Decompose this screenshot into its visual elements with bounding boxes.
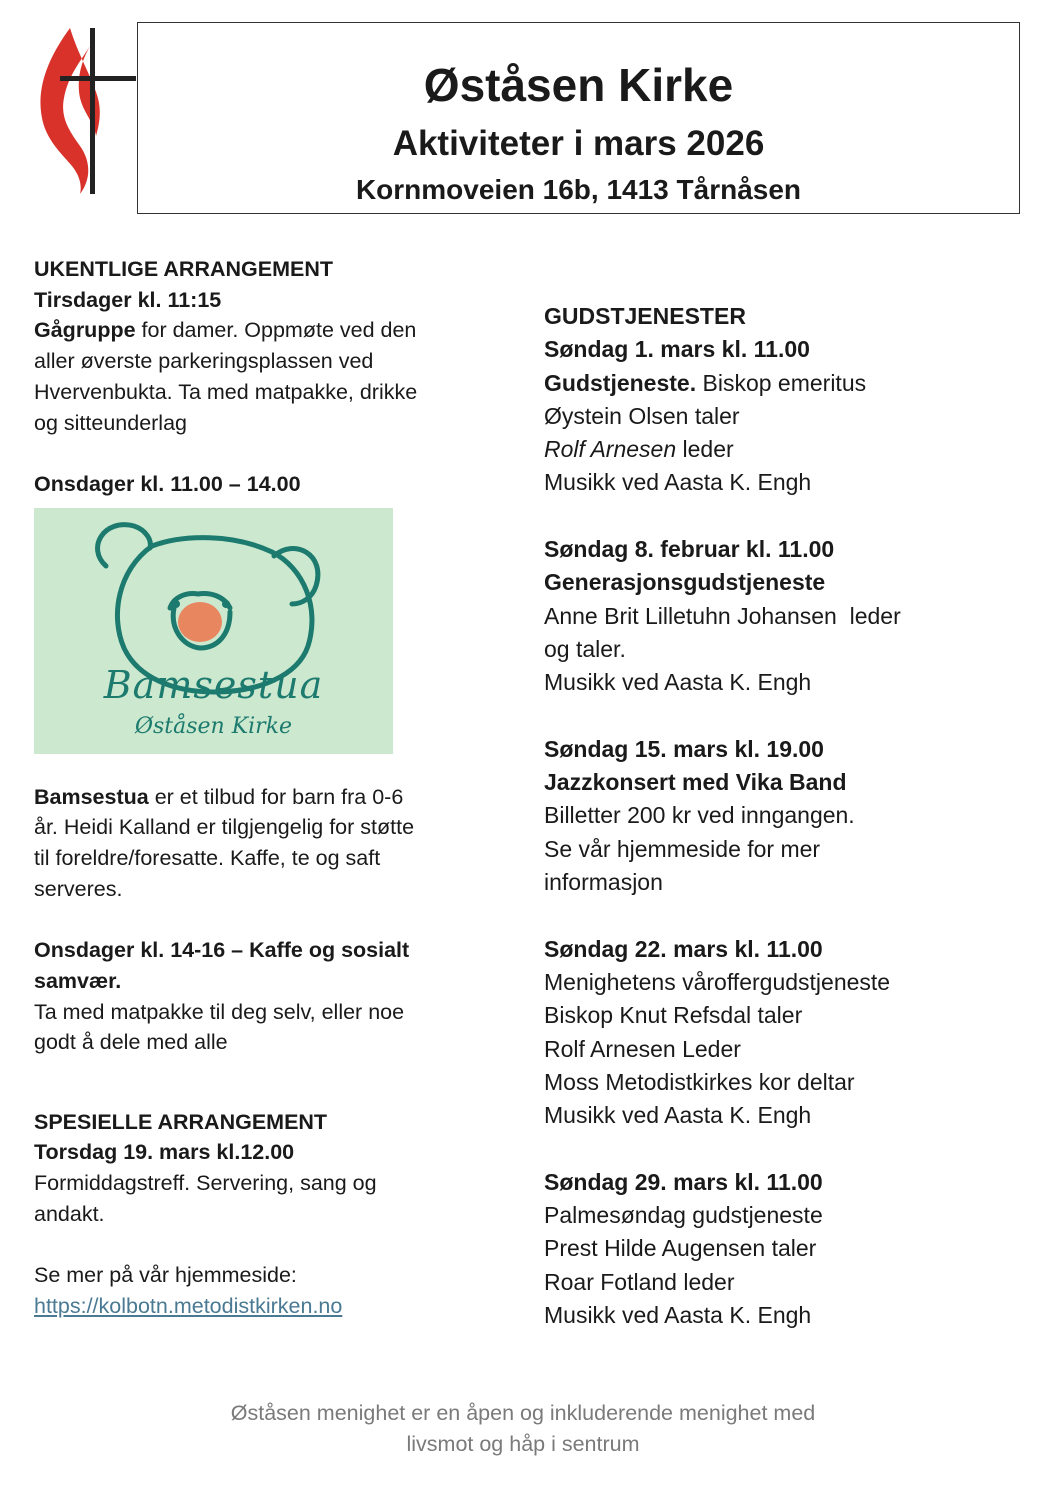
service-1-leader-role: leder	[676, 436, 734, 463]
special-heading: SPESIELLE ARRANGEMENT	[34, 1109, 328, 1134]
service-3-date: Søndag 15. mars kl. 19.00	[544, 735, 824, 762]
bamsestua-description	[34, 782, 474, 905]
bamsestua-logo-title: Bamsestua	[103, 662, 324, 707]
thursday-time: Torsdag 19. mars kl.12.00	[34, 1140, 295, 1165]
address: Kornmoveien 16b, 1413 Tårnåsen	[355, 174, 802, 205]
service-2-title: Generasjonsgudstjeneste	[544, 569, 826, 596]
footer-text: Øståsen menighet er en åpen og inkluderende menighet med livsmot og håp i sentrum	[230, 1401, 816, 1456]
service-3-text: Billetter 200 kr ved inngangen. Se vår hjemmeside for mer informasjon	[544, 802, 855, 896]
page-subtitle: Aktiviteter i mars 2026	[392, 124, 765, 163]
bamsestua-logo-subtitle: Øståsen Kirke	[134, 713, 293, 739]
website-prompt: Se mer på vår hjemmeside:	[34, 1263, 297, 1288]
service-5-date: Søndag 29. mars kl. 11.00	[544, 1168, 823, 1195]
service-5-text: Palmesøndag gudstjeneste Prest Hilde Augensen taler Roar Fotland leder Musikk ved Aasta K. Engh	[544, 1202, 823, 1328]
bamsestua-text: er et tilbud for barn fra 0-6 år. Heidi Kalland er tilgjengelig for støtte til foreldre/foresatte. Kaffe, te og saft serveres.	[34, 784, 415, 901]
wednesday-time: Onsdager kl. 11.00 – 14.00	[34, 471, 301, 496]
service-1-leader	[544, 433, 1004, 466]
tuesday-time: Tirsdager kl. 11:15	[34, 287, 222, 312]
cross-and-flame-logo	[30, 18, 138, 196]
page-title: Øståsen Kirke	[423, 59, 734, 111]
service-1-title: Gudstjeneste.	[544, 369, 697, 396]
bamsestua-name: Bamsestua	[34, 784, 149, 809]
service-1-text: Biskop emeritus Øystein Olsen taler	[544, 369, 867, 429]
wednesday-coffee-heading: Onsdager kl. 14-16 – Kaffe og sosialt samvær.	[34, 938, 410, 993]
service-3-title: Jazzkonsert med Vika Band	[544, 769, 847, 796]
service-1-description	[544, 367, 1004, 434]
service-4-text: Menighetens våroffergudstjeneste Biskop Knut Refsdal taler Rolf Arnesen Leder Moss Metodistkirkes kor deltar Musikk ved Aasta K. Engh	[544, 968, 891, 1129]
service-1-leader-name: Rolf Arnesen	[544, 436, 677, 463]
wednesday-coffee-text: Ta med matpakke til deg selv, eller noe godt å dele med alle	[34, 999, 405, 1055]
tuesday-activity: Gågruppe	[34, 318, 136, 343]
right-column	[544, 300, 1004, 1332]
service-1-date: Søndag 1. mars kl. 11.00	[544, 336, 810, 363]
service-4-date: Søndag 22. mars kl. 11.00	[544, 935, 823, 962]
header-box	[137, 22, 1020, 214]
thursday-text: Formiddagstreff. Servering, sang og andakt.	[34, 1171, 377, 1226]
bamsestua-logo	[34, 508, 393, 754]
service-2-text: Anne Brit Lilletuhn Johansen leder og taler. Musikk ved Aasta K. Engh	[544, 602, 901, 696]
tuesday-text: for damer. Oppmøte ved den aller øverste parkeringsplassen ved Hvervenbukta. Ta med matpakke, drikke og sitteunderlag	[34, 318, 418, 435]
services-heading: GUDSTJENESTER	[544, 303, 746, 329]
service-1-music: Musikk ved Aasta K. Engh	[544, 469, 812, 496]
website-link[interactable]: https://kolbotn.metodistkirken.no	[34, 1293, 343, 1318]
service-2-date: Søndag 8. februar kl. 11.00	[544, 536, 835, 563]
left-column	[34, 254, 474, 1322]
weekly-heading: UKENTLIGE ARRANGEMENT	[34, 257, 334, 281]
tuesday-description	[34, 315, 474, 438]
